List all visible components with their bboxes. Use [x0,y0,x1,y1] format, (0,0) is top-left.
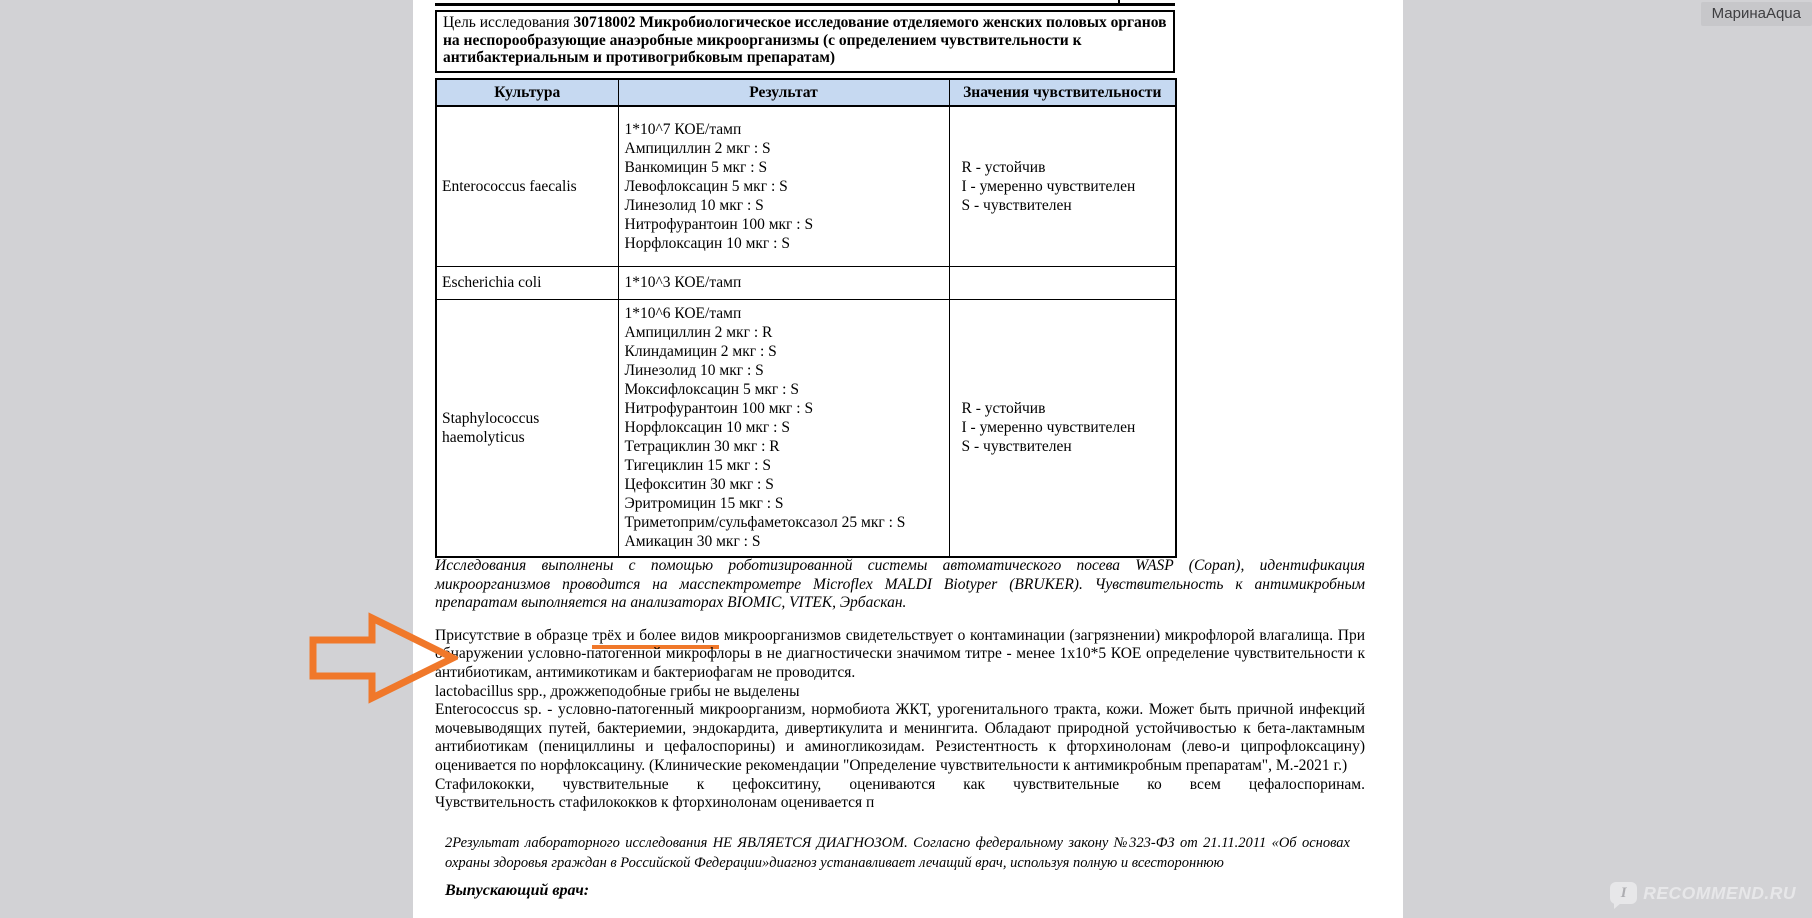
recommend-watermark-text: RECOMMEND.RU [1643,882,1796,903]
bubble-letter: I [1620,884,1627,901]
result-line: Линезолид 10 мкг : S [624,196,764,214]
results-cell [618,106,949,266]
enterococcus-note: Enterococcus sp. - условно-патогенный микроорганизм, нормобиота ЖКТ, урогенитального тракта, кожи. Может быть причной инфекций мочевыводящих путей, бактериемии, эндокардита, дивертикулита и менингита. Обладают природной устойчивостью к бета-лактамным антибиотикам (пенициллины и цефалоспорины) и аминогликозидам. Резистентность к фторхинолонам (лево-и ципрофлоксацину) оценивается по норфлоксацину. (Клинические рекомендации "Определение чувствительности к антимикробным препаратам", М.-2021 г.) [435,701,1365,774]
method-note: Исследования выполнены с помощью роботизированной системы автоматического посева WASP (Copan), идентификация микроорганизмов проводится на масспектрометре Microflex MALDI Biotyper (BRUKER). Чувствительность к антимикробным препаратам выполняется на анализаторах BIOMIC, VITEK, Эрбаскан. [435,557,1365,612]
presence-text-after: микроорганизмов свидетельствует о контаминации (загрязнении) микрофлорой влагалища. При обнаружении условно-патогенной микрофлоры в не диагностически значимом титре - менее 1х10*5 КОЕ определение чувствительности к антибиотикам, антимикотикам и бактериофагам не проводится. [435,626,1365,681]
notes-column [435,557,1365,900]
study-purpose-box [435,10,1175,73]
staph-note [435,776,1365,813]
result-line: Нитрофурантоин 100 мкг : S [624,400,814,418]
lactobacillus-line: lactobacillus spp., дрожжеподобные грибы не выделены [435,682,800,700]
result-line: Моксифлоксацин 5 мкг : S [624,381,799,399]
result-line: Тигециклин 15 мкг : S [624,457,771,475]
sensitivity-legend-line: I - умеренно чувствителен [961,177,1136,195]
table-row [436,266,1176,299]
sensitivity-legend-line: I - умеренно чувствителен [961,419,1136,437]
result-line: 1*10^6 КОЕ/тамп [624,305,742,323]
column-header-culture: Культура [436,79,618,106]
sensitivity-legend-line: R - устойчив [961,400,1046,418]
table-row [436,106,1176,266]
result-line: Ампициллин 2 мкг : R [624,324,773,342]
sensitivity-legend-line: R - устойчив [961,158,1046,176]
result-line: Норфлоксацин 10 мкг : S [624,234,790,252]
result-line: Ванкомицин 5 мкг : S [624,158,768,176]
presence-text-before: Присутствие в образце [435,626,593,644]
sensitivity-legend-line: S - чувствителен [961,438,1072,456]
previous-table-divider-tick [1118,0,1120,6]
disclaimer-note: 2Результат лабораторного исследования НЕ ЯВЛЯЕТСЯ ДИАГНОЗОМ. Согласно федеральному закону №323-ФЗ от 21.11.2011 «Об основах охраны здоровья граждан в Российской Федерации»диагноз устанавливает лечащий врач, используя полную и всестороннюю [445,834,1350,871]
staph-note-line2: Чувствительность стафилококков к фторхинолонам оценивается п [435,794,875,812]
result-line: Эритромицин 15 мкг : S [624,495,784,513]
sensitivity-cell [949,299,1176,557]
culture-cell: Escherichia coli [436,266,618,299]
username-watermark: МаринаAqua [1701,2,1812,26]
column-header-result: Результат [618,79,949,106]
recommend-watermark [1610,882,1796,904]
purpose-title: 30718002 Микробиологическое исследование отделяемого женских половых органов на неспорообразующие анаэробные микроорганизмы (с определением чувствительности к антибактериальным и противогрибковым препаратам) [443,14,1167,66]
speech-bubble-icon [1610,882,1637,904]
result-line: Норфлоксацин 10 мкг : S [624,419,790,437]
result-line: Линезолид 10 мкг : S [624,362,764,380]
result-line: Цефокситин 30 мкг : S [624,476,774,494]
annotation-arrow-icon [308,612,458,704]
purpose-prefix: Цель исследования [443,14,574,31]
presence-paragraph [435,627,1365,683]
doctor-label: Выпускающий врач: [445,881,590,899]
underlined-phrase: трёх и более видов [592,627,719,649]
result-line: Амикацин 30 мкг : S [624,533,761,551]
result-line: Тетрациклин 30 мкг : R [624,438,780,456]
result-line: 1*10^3 КОЕ/тамп [624,274,742,291]
sensitivity-cell [949,106,1176,266]
result-line: Нитрофурантоин 100 мкг : S [624,215,814,233]
sensitivity-cell [949,266,1176,299]
table-row [436,299,1176,557]
results-table [435,78,1177,558]
result-line: 1*10^7 КОЕ/тамп [624,120,742,138]
culture-cell: Enterococcus faecalis [436,106,618,266]
result-line: Ампициллин 2 мкг : S [624,139,771,157]
results-cell [618,299,949,557]
result-line: Триметоприм/сульфаметоксазол 25 мкг : S [624,514,906,532]
sensitivity-legend-line: S - чувствителен [961,196,1072,214]
result-line: Левофлоксацин 5 мкг : S [624,177,788,195]
culture-cell: Staphylococcus haemolyticus [436,299,618,557]
result-line: Клиндамицин 2 мкг : S [624,343,777,361]
staph-note-line1: Стафилококки, чувствительные к цефокситину, оцениваются как чувствительные ко всем цефалоспоринам. [435,775,1365,793]
results-cell [618,266,949,299]
previous-table-bottom-edge [435,3,1175,6]
column-header-sensitivity: Значения чувствительности [949,79,1176,106]
table-header-row [436,79,1176,106]
